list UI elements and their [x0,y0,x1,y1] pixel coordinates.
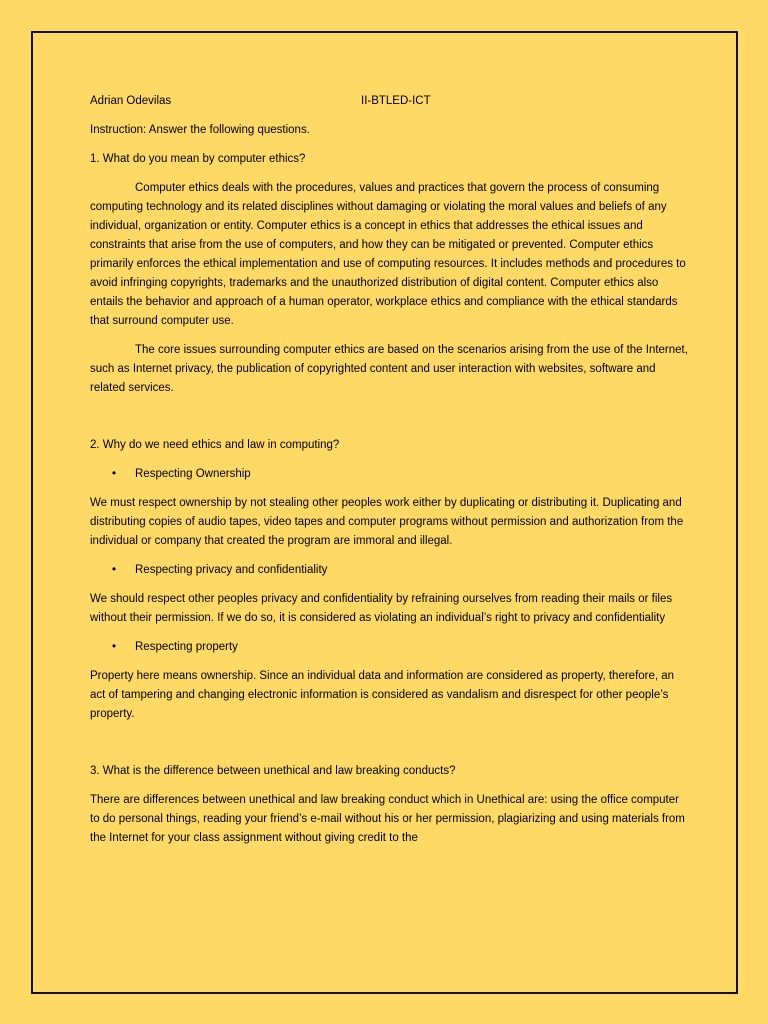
question-2: 2. Why do we need ethics and law in computing? [90,439,340,451]
question-3: 3. What is the difference between unethical and law breaking conducts? [90,765,456,777]
document-body [90,92,688,858]
bullet-heading: Respecting property [135,641,238,653]
privacy-paragraph: We should respect other peoples privacy and confidentiality by refraining ourselves from reading their mails or files without their permission. If we do so, it is considered as violating an individual’s right to privacy and confidentiality [90,593,673,624]
bullet-icon: • [112,641,117,653]
document-header [90,92,688,111]
bullet-heading: Respecting privacy and confidentiality [135,564,328,576]
property-paragraph: Property here means ownership. Since an individual data and information are considered as property, therefore, an act of tampering and changing electronic information is considered as vandalism and disrespect for other people’s property. [90,670,675,720]
answer-1-paragraph-1: Computer ethics deals with the procedures, values and practices that govern the process of consuming computing technology and its related disciplines without damaging or violating the moral values and beliefs of any individual, organization or entity. Computer ethics is a concept in ethics that addresses the ethical issues and constraints that arise from the use of computers, and how they can be mitigated or prevented. Computer ethics primarily enforces the ethical implementation and use of computing resources. It includes methods and procedures to avoid infringing copyrights, trademarks and the unauthorized distribution of digital content. Computer ethics also entails the behavior and approach of a human operator, workplace ethics and compliance with the ethical standards that surround computer use. [90,182,686,327]
spacer [90,408,688,436]
bullet-heading: Respecting Ownership [135,468,251,480]
bullet-item-ownership [90,465,688,484]
course-code: II-BTLED-ICT [361,95,431,107]
bullet-icon: • [112,564,117,576]
author-name: Adrian Odevilas [90,95,172,107]
spacer [90,734,688,762]
instruction-text: Instruction: Answer the following questions. [90,124,310,136]
question-1: 1. What do you mean by computer ethics? [90,153,306,165]
answer-3-paragraph: There are differences between unethical and law breaking conduct which in Unethical are: using the office computer to do personal things, reading your friend’s e-mail without his or her permission, plagiarizing and using materials from the Internet for your class assignment without giving credit to the [90,794,685,844]
ownership-paragraph: We must respect ownership by not stealing other peoples work either by duplicating or distributing it. Duplicating and distributing copies of audio tapes, video tapes and computer programs without permission and authorization from the individual or company that created the program are immoral and illegal. [90,497,684,547]
bullet-icon: • [112,468,117,480]
answer-1-paragraph-2: The core issues surrounding computer ethics are based on the scenarios arising from the use of the Internet, such as Internet privacy, the publication of copyrighted content and user interaction with websites, software and related services. [90,344,688,394]
bullet-item-privacy [90,561,688,580]
bullet-item-property [90,638,688,657]
